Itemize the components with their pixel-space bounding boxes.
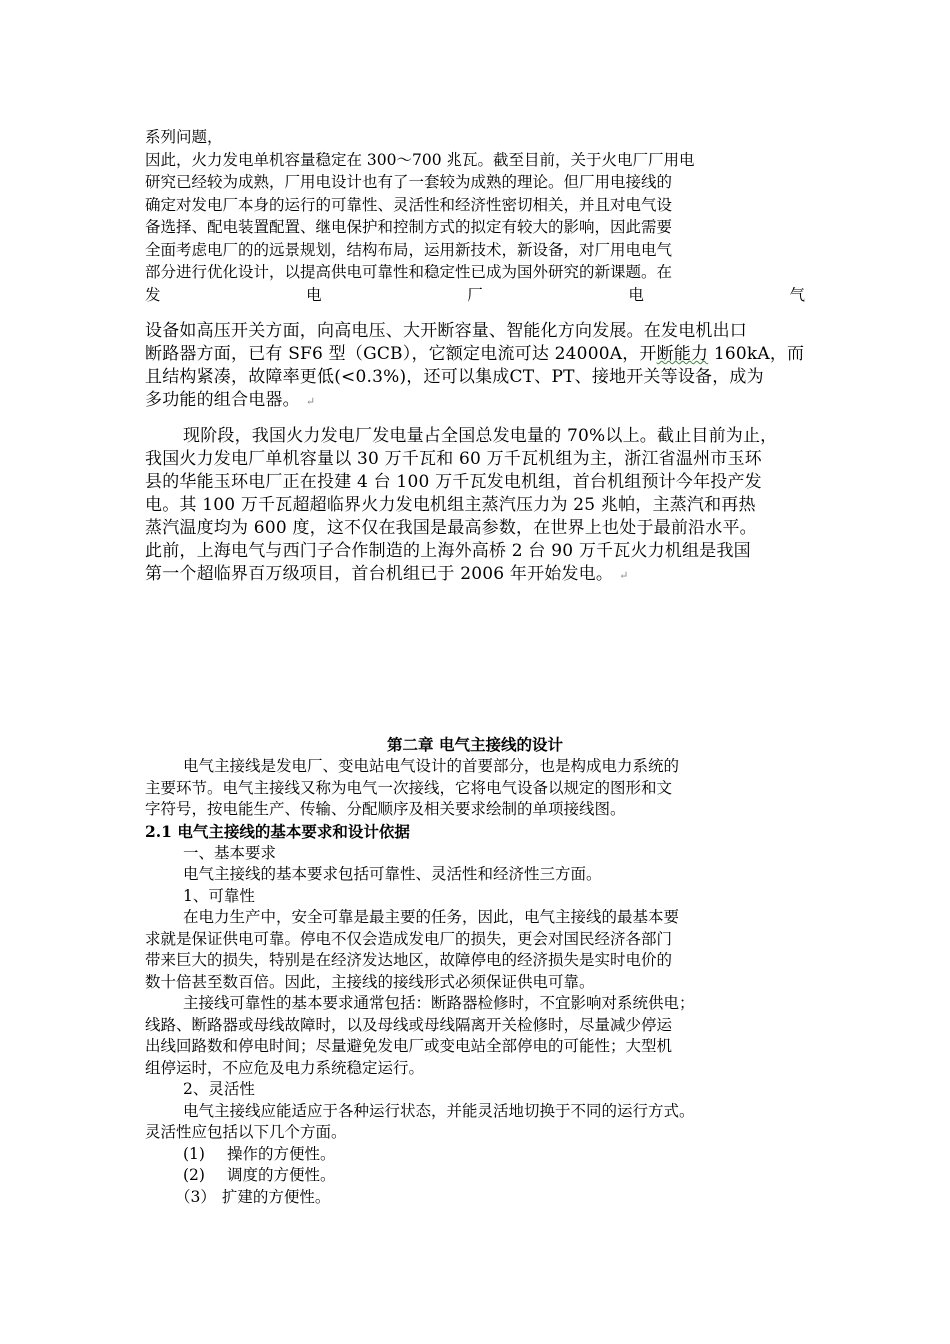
text-line: 求就是保证供电可靠。停电不仅会造成发电厂的损失，更会对国民经济各部门	[145, 929, 673, 948]
status-block	[145, 425, 809, 587]
paragraph-mark-icon: ↵	[305, 395, 316, 408]
text-line: 组停运时，不应危及电力系统稳定运行。	[145, 1058, 425, 1077]
list-item	[145, 1187, 805, 1209]
list-item	[145, 1144, 805, 1166]
text-line: 蒸汽温度均为 600 度，这不仅在我国是最高参数，在世界上也处于最前沿水平。	[145, 518, 757, 538]
list-number: (1)	[183, 1144, 205, 1163]
paragraph-mark-icon: ↵	[619, 569, 629, 582]
spread-char: 气	[789, 285, 805, 304]
text-line: 数十倍甚至数百倍。因此，主接线的接线形式必须保证供电可靠。	[145, 972, 595, 991]
justified-spread-line	[145, 284, 805, 307]
text-line: 且结构紧凑，故障率更低(<0.3%)，还可以集成CT、PT、接地开关等设备，成为	[145, 367, 764, 387]
text-line: 在电力生产中，安全可靠是最主要的任务，因此，电气主接线的最基本要	[183, 908, 680, 926]
text-line: 电气主接线的基本要求包括可靠性、灵活性和经济性三方面。	[183, 865, 602, 883]
spread-char: 电	[306, 285, 322, 304]
text-line: 灵活性应包括以下几个方面。	[145, 1123, 347, 1141]
numbered-list	[145, 1144, 805, 1209]
section-heading: 2.1 电气主接线的基本要求和设计依据	[145, 821, 410, 841]
text-line: 全面考虑电厂的的远景规划，结构布局，运用新技术，新设备，对厂用电电气	[145, 240, 673, 259]
text-line: 确定对发电厂本身的运行的可靠性、灵活性和经济性密切相关，并且对电气设	[145, 195, 673, 214]
equipment-block	[145, 320, 809, 413]
text-line: 带来巨大的损失，特别是在经济发达地区，故障停电的经济损失是实时电价的	[145, 951, 673, 969]
text-line: 电。其 100 万千瓦超超临界火力发电机组主蒸汽压力为 25 兆帕，主蒸汽和再热	[145, 495, 756, 515]
text-line: 电气主接线应能适应于各种运行状态，并能灵活地切换于不同的运行方式。	[183, 1101, 695, 1120]
text-line: 主接线可靠性的基本要求通常包括：断路器检修时，不宜影响对系统供电；	[183, 994, 695, 1012]
text-line: 系列问题，	[145, 128, 223, 146]
text-line	[145, 563, 809, 587]
text-line: 出线回路数和停电时间；尽量避免发电厂或变电站全部停电的可能性；大型机	[145, 1037, 673, 1055]
grammar-underline-text: 断能力	[656, 344, 709, 364]
intro-block	[145, 126, 805, 306]
subheading: 一、基本要求	[183, 843, 277, 862]
text-run: 第一个超临界百万级项目，首台机组已于 2006 年开始发电。	[145, 564, 614, 584]
list-item	[145, 1165, 805, 1187]
text-line: 现阶段，我国火力发电厂发电量占全国总发电量的 70%以上。截止目前为止，	[183, 426, 778, 446]
text-run: 多功能的组合电器。	[145, 390, 300, 410]
text-line: 此前，上海电气与西门子合作制造的上海外高桥 2 台 90 万千瓦火力机组是我国	[145, 541, 751, 561]
text-line: 主要环节。电气主接线又称为电气一次接线，它将电气设备以规定的图形和文	[145, 778, 673, 797]
text-line: 我国火力发电厂单机容量以 30 万千瓦和 60 万千瓦机组为主，浙江省温州市玉环	[145, 449, 762, 469]
spread-char: 发	[145, 285, 161, 304]
text-line	[145, 343, 809, 366]
chapter-two	[145, 734, 805, 1208]
text-line: 研究已经较为成熟，厂用电设计也有了一套较为成熟的理论。但厂用电接线的	[145, 173, 673, 191]
text-line: 电气主接线是发电厂、变电站电气设计的首要部分，也是构成电力系统的	[183, 757, 680, 775]
chapter-title: 第二章 电气主接线的设计	[387, 735, 563, 754]
list-text: 扩建的方便性。	[221, 1187, 331, 1206]
text-line: 备选择、配电装置配置、继电保护和控制方式的拟定有较大的影响，因此需要	[145, 218, 673, 236]
list-text: 操作的方便性。	[226, 1144, 336, 1163]
text-line: 线路、断路器或母线故障时，以及母线或母线隔离开关检修时，尽量减少停运	[145, 1015, 673, 1034]
item-heading: 2、灵活性	[183, 1080, 255, 1098]
text-line: 字符号，按电能生产、传输、分配顺序及相关要求绘制的单项接线图。	[145, 800, 626, 818]
item-heading: 1、可靠性	[183, 886, 255, 905]
text-line: 因此，火力发电单机容量稳定在 300～700 兆瓦。截至目前，关于火电厂厂用电	[145, 150, 695, 169]
list-number: (2)	[183, 1166, 205, 1184]
text-run: 断路器方面，已有 SF6 型（GCB），它额定电流可达 24000A，开	[145, 344, 657, 364]
spread-char: 厂	[467, 285, 483, 304]
text-line	[145, 389, 809, 413]
list-number: （3）	[175, 1187, 216, 1206]
text-run: 160kA，而	[708, 344, 805, 364]
text-line: 县的华能玉环电厂正在投建 4 台 100 万千瓦发电机组，首台机组预计今年投产发	[145, 472, 762, 492]
text-line: 部分进行优化设计，以提高供电可靠性和稳定性已成为国外研究的新课题。在	[145, 263, 673, 281]
list-text: 调度的方便性。	[226, 1166, 336, 1184]
spread-char: 电	[628, 285, 644, 304]
text-line: 设备如高压开关方面，向高电压、大开断容量、智能化方向发展。在发电机出口	[145, 321, 747, 341]
